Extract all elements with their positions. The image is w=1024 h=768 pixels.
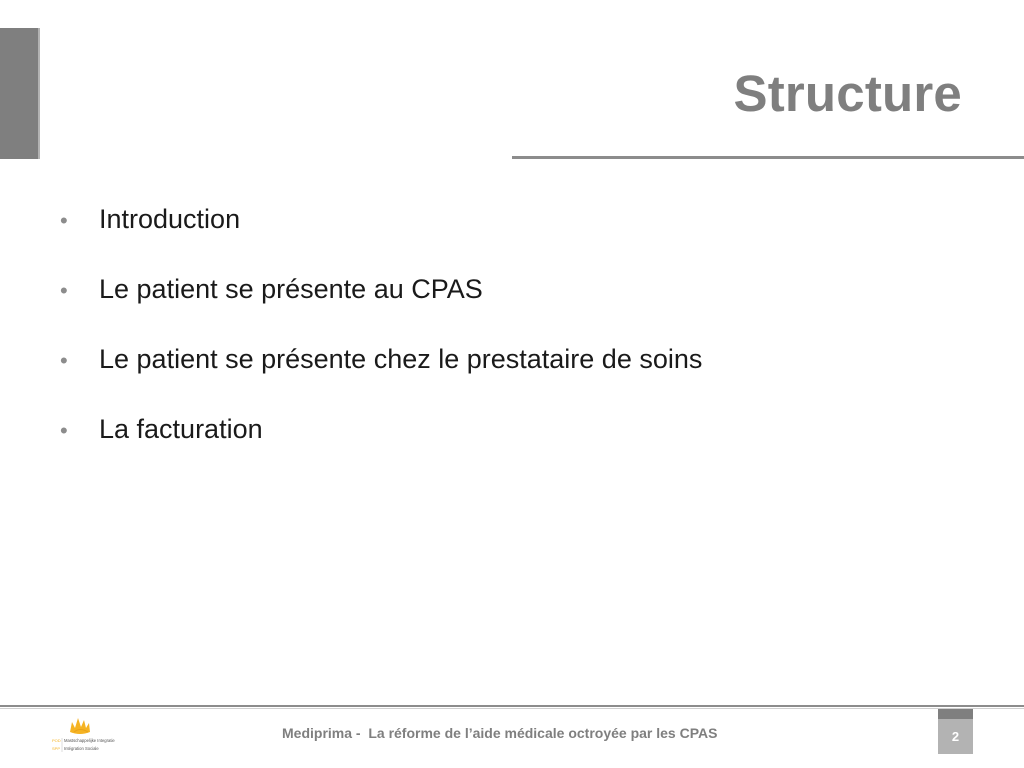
bullet-list — [56, 204, 702, 484]
svg-text:Mastschappelijke Integratie: Mastschappelijke Integratie — [64, 738, 115, 743]
bullet-icon: • — [60, 418, 68, 443]
slide-title: Structure — [733, 65, 962, 122]
bullet-text: Introduction — [99, 204, 241, 234]
svg-text:SPP: SPP — [52, 746, 61, 751]
bullet-item — [56, 344, 702, 414]
corner-accent-block — [0, 28, 40, 159]
title-underline — [512, 156, 1024, 159]
bullet-item — [56, 414, 702, 484]
page-number-tab — [938, 709, 973, 719]
svg-text:POD: POD — [52, 738, 61, 743]
page-number: 2 — [938, 719, 973, 754]
footer-caption: Mediprima - La réforme de l’aide médicale octroyée par les CPAS — [282, 725, 718, 741]
footer-divider — [0, 705, 1024, 707]
bullet-item — [56, 204, 702, 274]
footer-divider-light — [0, 708, 1024, 709]
bullet-item — [56, 274, 702, 344]
bullet-text: Le patient se présente chez le prestataire de soins — [99, 344, 703, 374]
bullet-icon: • — [60, 348, 68, 373]
bullet-icon: • — [60, 278, 68, 303]
bullet-text: La facturation — [99, 414, 263, 444]
bullet-text: Le patient se présente au CPAS — [99, 274, 483, 304]
pps-logo-icon — [52, 712, 132, 756]
bullet-icon: • — [60, 208, 68, 233]
svg-text:Intégration Sociale: Intégration Sociale — [64, 746, 99, 751]
